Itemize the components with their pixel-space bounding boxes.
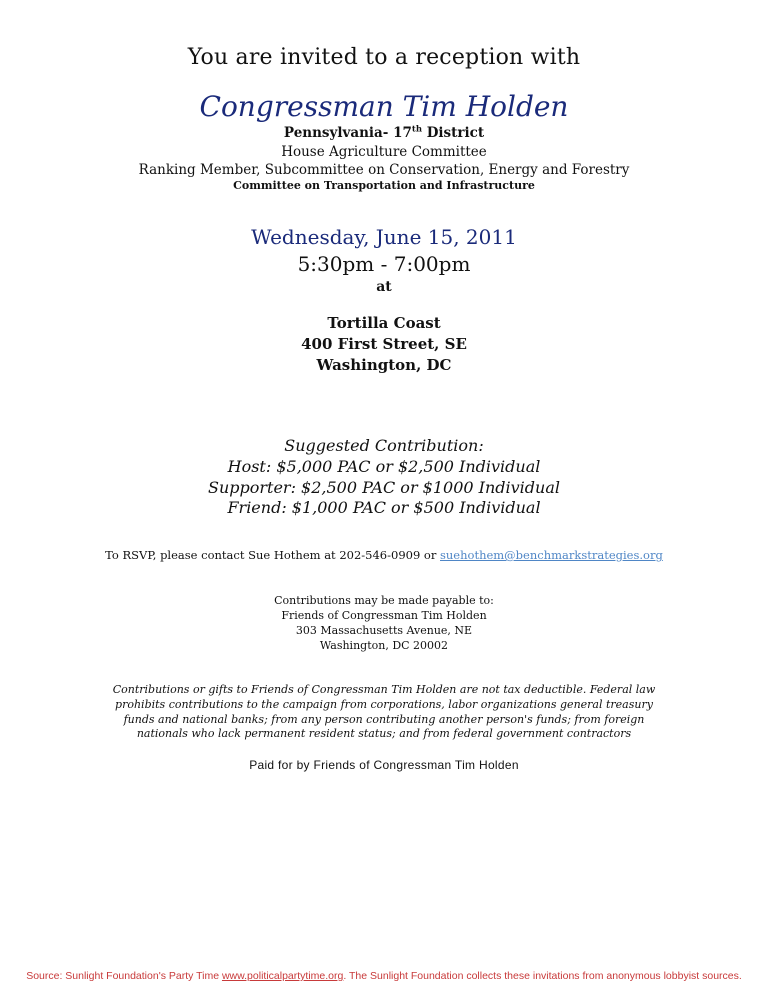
event-time: 5:30pm - 7:00pm xyxy=(297,252,471,276)
contribution-tier-supporter: Supporter: $2,500 PAC or $1000 Individual xyxy=(208,478,560,497)
district-line xyxy=(0,125,768,141)
committee-line-1: House Agriculture Committee xyxy=(281,144,487,160)
district-prefix: Pennsylvania- 17 xyxy=(283,125,412,141)
contribution-tier-host: Host: $5,000 PAC or $2,500 Individual xyxy=(227,457,541,476)
honoree-name: Congressman Tim Holden xyxy=(199,90,569,123)
district-suffix: District xyxy=(422,125,485,141)
committee-line-2: Ranking Member, Subcommittee on Conservation, Energy and Forestry xyxy=(138,162,630,178)
rsvp-line xyxy=(0,548,768,562)
rsvp-text: To RSVP, please contact Sue Hothem at 202-546-0909 or xyxy=(105,548,440,562)
paid-for-notice: Paid for by Friends of Congressman Tim Holden xyxy=(249,758,519,772)
event-date: Wednesday, June 15, 2011 xyxy=(251,225,517,249)
source-footer xyxy=(0,970,768,982)
legal-disclaimer: Contributions or gifts to Friends of Congressman Tim Holden are not tax deductible. Federal law prohibits contributions to the campaign from corporations, labor organizations general treasury funds and national banks; from any person contributing another person's funds; from foreign nationals who lack permanent resident status; and from federal government contractors xyxy=(112,683,656,741)
contribution-title: Suggested Contribution: xyxy=(284,436,484,455)
payee-city: Washington, DC 20002 xyxy=(319,639,449,652)
invite-line: You are invited to a reception with xyxy=(187,45,581,70)
footer-source-link[interactable]: www.politicalpartytime.org xyxy=(221,970,344,982)
payee-name: Friends of Congressman Tim Holden xyxy=(281,609,487,622)
at-label: at xyxy=(376,279,392,295)
venue-name: Tortilla Coast xyxy=(327,314,441,332)
payable-title: Contributions may be made payable to: xyxy=(274,594,494,607)
district-ordinal: th xyxy=(411,124,422,135)
venue-city: Washington, DC xyxy=(316,356,452,374)
contribution-tier-friend: Friend: $1,000 PAC or $500 Individual xyxy=(227,498,541,517)
footer-suffix: . The Sunlight Foundation collects these invitations from anonymous lobbyist sources. xyxy=(343,970,742,982)
payee-street: 303 Massachusetts Avenue, NE xyxy=(295,624,473,637)
venue-street: 400 First Street, SE xyxy=(301,335,467,353)
rsvp-email-link[interactable]: suehothem@benchmarkstrategies.org xyxy=(440,548,663,562)
footer-prefix: Source: Sunlight Foundation's Party Time xyxy=(26,970,222,982)
committee-line-3: Committee on Transportation and Infrastructure xyxy=(233,179,535,192)
